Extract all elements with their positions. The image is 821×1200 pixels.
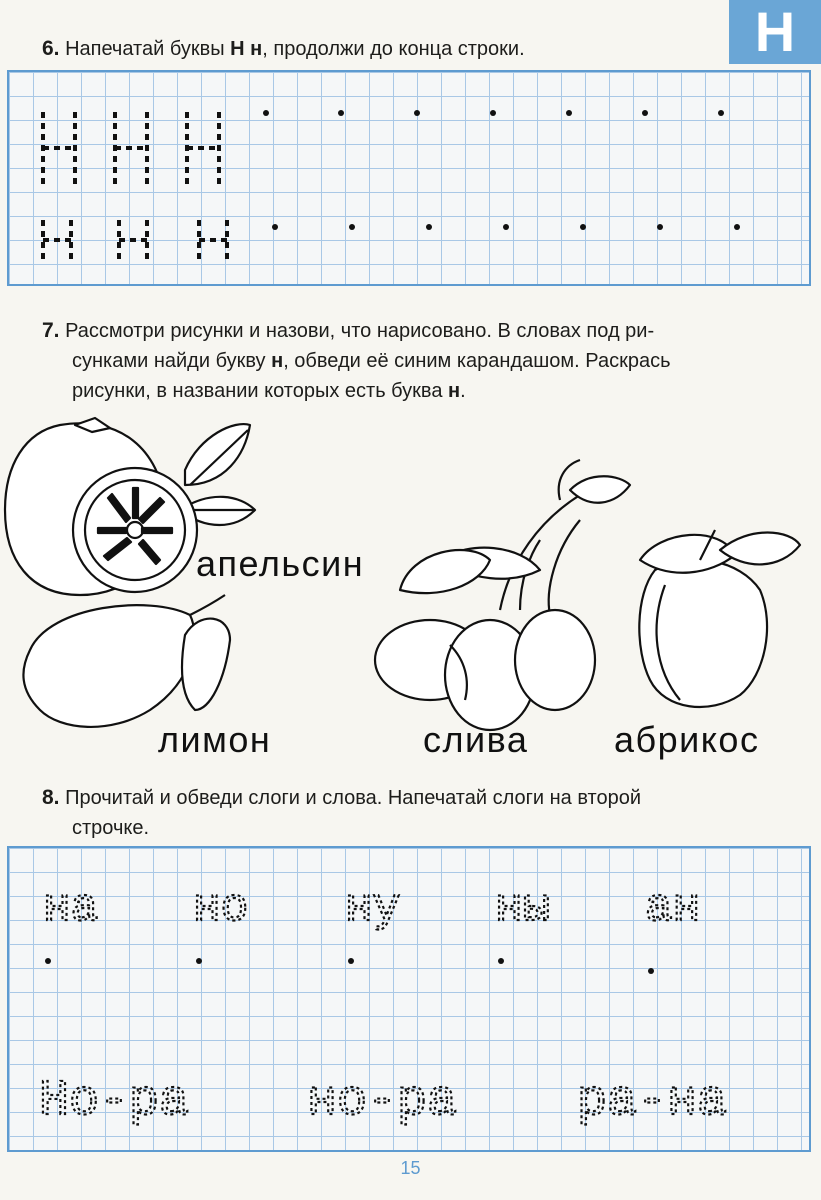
task-letter: н <box>271 350 284 372</box>
task-text: , обведи её синим карандашом. Раскрась <box>283 350 671 372</box>
start-dot <box>580 224 586 230</box>
task-letters: Н н <box>230 38 263 60</box>
lemon-icon <box>23 595 230 727</box>
start-dot <box>734 224 740 230</box>
start-dot <box>718 110 724 116</box>
dotted-word: Но-ра <box>39 1073 190 1130</box>
syllable: но <box>193 882 249 934</box>
start-dot <box>338 110 344 116</box>
picture-word-apricot: абрикос <box>614 719 760 760</box>
start-dot <box>503 224 509 230</box>
start-dot <box>490 110 496 116</box>
syllable: ну <box>345 882 401 934</box>
task-number: 6. <box>42 37 60 60</box>
start-dot <box>348 958 354 964</box>
task-text: Рассмотри рисунки и назови, что нарисовано. В словах под ри- <box>65 320 655 342</box>
picture-word-lemon: лимон <box>158 719 272 760</box>
task-text: Прочитай и обведи слоги и слова. Напечатай слоги на второй <box>65 787 642 809</box>
start-dot <box>657 224 663 230</box>
dotted-syllables <box>9 848 809 1150</box>
task-letter: н <box>448 380 461 402</box>
syllable: на <box>43 882 99 934</box>
dotted-letter-traces <box>9 72 809 284</box>
picture-word-orange: апельсин <box>196 543 365 584</box>
picture-word-plum: слива <box>423 719 529 760</box>
start-dot <box>426 224 432 230</box>
dotted-letter <box>119 220 147 260</box>
dotted-word: но-ра <box>307 1073 458 1130</box>
task-6-heading <box>42 34 525 64</box>
apricot-icon <box>639 530 800 707</box>
start-dot <box>566 110 572 116</box>
task-6-writing-grid[interactable] <box>7 70 811 286</box>
plum-icon <box>375 460 630 730</box>
syllable: ан <box>645 882 701 934</box>
dotted-letter <box>43 112 75 184</box>
dotted-letter <box>199 220 227 260</box>
page-number: 15 <box>400 1158 421 1178</box>
task-8-heading <box>42 783 641 843</box>
letter-tab: Н <box>729 0 821 64</box>
task-8-writing-grid[interactable] <box>7 846 811 1152</box>
start-dot <box>196 958 202 964</box>
syllable: ны <box>495 882 551 934</box>
task-text: . <box>460 380 466 402</box>
fruit-illustrations <box>0 410 821 740</box>
task-text: рисунки, в названии которых есть буква <box>72 380 449 402</box>
start-dot <box>263 110 269 116</box>
start-dot <box>414 110 420 116</box>
task-7-heading <box>42 316 671 406</box>
start-dot <box>642 110 648 116</box>
dotted-letter <box>115 112 147 184</box>
start-dot <box>272 224 278 230</box>
start-dot <box>648 968 654 974</box>
start-dot <box>349 224 355 230</box>
start-dot <box>45 958 51 964</box>
dotted-letter <box>187 112 219 184</box>
dotted-letter <box>43 220 71 260</box>
task-text: сунками найди букву <box>72 350 272 372</box>
task-text: Напечатай буквы <box>65 38 231 60</box>
task-text: строчке. <box>72 817 150 839</box>
start-dot <box>498 958 504 964</box>
task-text: , продолжи до конца строки. <box>262 38 525 60</box>
task-number: 7. <box>42 319 60 342</box>
task-number: 8. <box>42 786 60 809</box>
dotted-word: ра-на <box>577 1073 728 1130</box>
